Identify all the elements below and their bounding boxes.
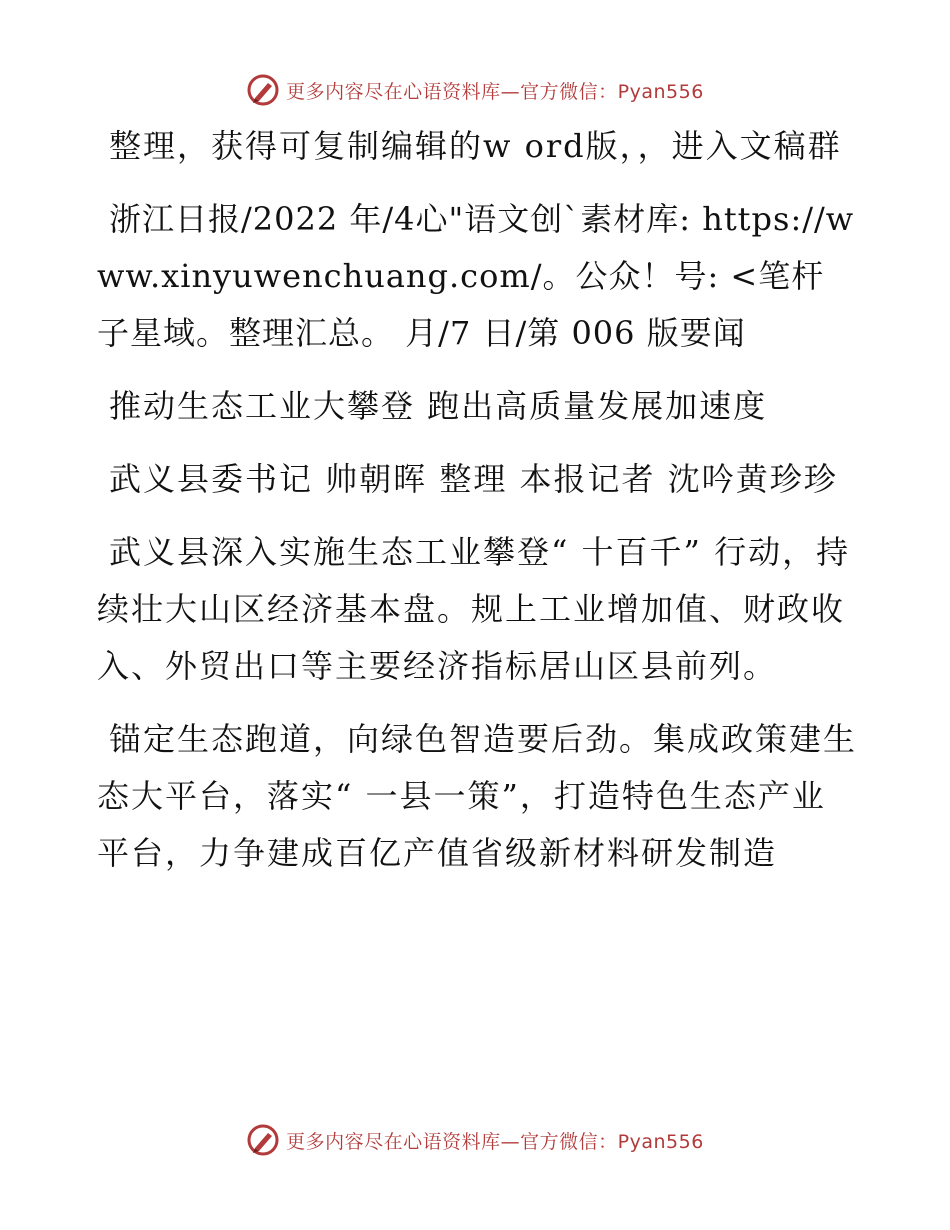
- banner-separator: —: [500, 80, 521, 103]
- article-byline: 武义县委书记 帅朝晖 整理 本报记者 沈吟黄珍珍: [109, 460, 838, 498]
- banner-separator: —: [500, 1130, 521, 1153]
- pen-logo-icon: [246, 1123, 280, 1157]
- banner-main-text: 更多内容尽在心语资料库: [286, 1130, 501, 1153]
- article-title: 推动生态工业大攀登 跑出高质量发展加速度: [109, 387, 768, 425]
- paragraph-source: 浙江日报/2022 年/4心"语文创`素材库: https://www.xinyuwenchuang.com/。公众！号: <笔杆子星域。整理汇总。 月/7 日/第 006 版要闻: [97, 200, 855, 352]
- paragraph-intro: 整理，获得可复制编辑的w ord版，，进入文稿群: [109, 127, 842, 165]
- header-watermark-banner: [0, 70, 950, 110]
- banner-wechat-text: 官方微信：Pyan556: [520, 1130, 704, 1153]
- footer-watermark-banner: [0, 1120, 950, 1160]
- paragraph-body-1: 武义县深入实施生态工业攀登“ 十百千” 行动，持续壮大山区经济基本盘。规上工业增加值、财政收入、外贸出口等主要经济指标居山区县前列。: [97, 533, 851, 685]
- banner-wechat-text: 官方微信：Pyan556: [520, 80, 704, 103]
- banner-main-text: 更多内容尽在心语资料库: [286, 80, 501, 103]
- banner-text: [286, 77, 704, 104]
- paragraph-body-2: 锚定生态跑道，向绿色智造要后劲。集成政策建生态大平台，落实“ 一县一策”，打造特色生态产业平台，力争建成百亿产值省级新材料研发制造: [97, 720, 858, 872]
- document-body: [97, 118, 857, 898]
- banner-text: [286, 1127, 704, 1154]
- pen-logo-icon: [246, 73, 280, 107]
